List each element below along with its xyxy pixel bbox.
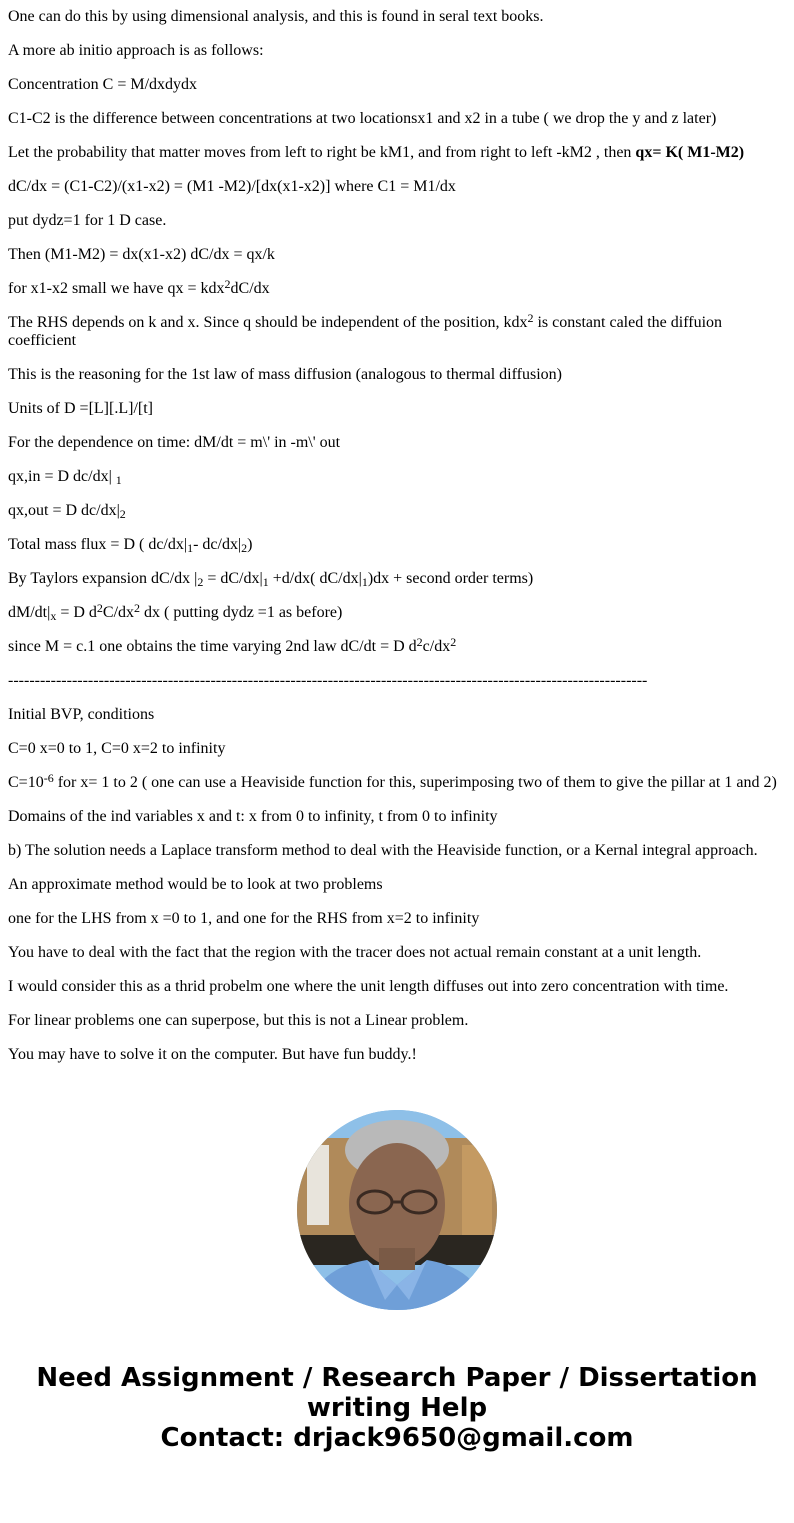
text: dC/dx — [230, 280, 270, 297]
text: for x= 1 to 2 ( one can use a Heaviside function for this, superimposing two of them to give the pillar at 1 and 2) — [53, 774, 777, 791]
author-avatar-container — [0, 1110, 794, 1315]
subscript: 1 — [361, 575, 368, 589]
text: c/dx — [422, 638, 451, 655]
paragraph: This is the reasoning for the 1st law of mass diffusion (analogous to thermal diffusion) — [8, 366, 562, 383]
paragraph — [8, 635, 786, 656]
paragraph: Then (M1-M2) = dx(x1-x2) dC/dx = qx/k — [8, 246, 275, 263]
text: dx ( putting dydz =1 as before) — [140, 604, 343, 621]
paragraph: put dydz=1 for 1 D case. — [8, 212, 167, 229]
text: )dx + second order terms) — [367, 570, 534, 587]
paragraph: A more ab initio approach is as follows: — [8, 42, 264, 59]
bold-equation: qx= K( M1-M2) — [635, 144, 745, 161]
paragraph: For linear problems one can superpose, but this is not a Linear problem. — [8, 1012, 469, 1029]
text: = D d — [56, 604, 97, 621]
paragraph — [8, 502, 786, 520]
paragraph — [8, 601, 786, 623]
text: The RHS depends on k and x. Since q should be independent of the position, kdx — [8, 314, 528, 331]
paragraph: Units of D =[L][.L]/[t] — [8, 400, 153, 417]
superscript: 2 — [96, 601, 103, 615]
paragraph — [8, 771, 786, 792]
paragraph: b) The solution needs a Laplace transform method to deal with the Heaviside function, or a Kernal integral approach. — [8, 842, 758, 859]
paragraph — [8, 144, 786, 162]
text: qx,in = D dc/dx| — [8, 468, 116, 485]
subscript: 2 — [119, 507, 126, 521]
text: for x1-x2 small we have qx = kdx — [8, 280, 225, 297]
subscript: 2 — [197, 575, 204, 589]
answer-body — [0, 8, 794, 1064]
paragraph: You have to deal with the fact that the region with the tracer does not actual remain constant at a unit length. — [8, 944, 702, 961]
paragraph: C=0 x=0 to 1, C=0 x=2 to infinity — [8, 740, 226, 757]
paragraph: dC/dx = (C1-C2)/(x1-x2) = (M1 -M2)/[dx(x1-x2)] where C1 = M1/dx — [8, 178, 456, 195]
paragraph — [8, 277, 786, 298]
text: - dc/dx| — [193, 536, 242, 553]
paragraph — [8, 311, 786, 350]
superscript: 2 — [416, 635, 423, 649]
text: since M = c.1 one obtains the time varying 2nd law dC/dt = D d — [8, 638, 417, 655]
promo-headline: Need Assignment / Research Paper / Dissertation writing Help — [36, 1363, 758, 1423]
subscript: 2 — [241, 541, 248, 555]
superscript: 2 — [527, 311, 534, 325]
superscript: 2 — [134, 601, 141, 615]
text: dM/dt| — [8, 604, 51, 621]
text: C=10 — [8, 774, 44, 791]
superscript: 2 — [224, 277, 231, 291]
paragraph — [8, 536, 786, 554]
text: C/dx — [102, 604, 135, 621]
subscript: 1 — [115, 473, 122, 487]
author-avatar — [297, 1110, 497, 1310]
paragraph: Initial BVP, conditions — [8, 706, 155, 723]
paragraph: You may have to solve it on the computer. But have fun buddy.! — [8, 1046, 417, 1063]
text: = dC/dx| — [203, 570, 263, 587]
paragraph: Concentration C = M/dxdydx — [8, 76, 198, 93]
text: Let the probability that matter moves from left to right be kM1, and from right to left -kM2 , then — [8, 144, 636, 161]
separator: ------------------------------------------------------------------------------------------------------------------------ — [8, 672, 648, 689]
subscript: 1 — [187, 541, 194, 555]
text: ) — [247, 536, 253, 553]
promo-banner — [0, 1363, 794, 1453]
paragraph — [8, 468, 786, 486]
paragraph: An approximate method would be to look at two problems — [8, 876, 383, 893]
paragraph: Domains of the ind variables x and t: x from 0 to infinity, t from 0 to infinity — [8, 808, 498, 825]
paragraph: I would consider this as a thrid probelm one where the unit length diffuses out into zero concentration with time. — [8, 978, 729, 995]
text: By Taylors expansion dC/dx | — [8, 570, 198, 587]
superscript: 2 — [450, 635, 457, 649]
text: is constant caled the diffuion coefficient — [8, 314, 723, 349]
superscript: -6 — [43, 771, 54, 785]
person-photo-icon — [297, 1110, 497, 1310]
subscript: x — [50, 609, 57, 623]
text: +d/dx( dC/dx| — [268, 570, 362, 587]
paragraph: one for the LHS from x =0 to 1, and one for the RHS from x=2 to infinity — [8, 910, 480, 927]
text: qx,out = D dc/dx| — [8, 502, 120, 519]
promo-contact: Contact: drjack9650@gmail.com — [160, 1423, 634, 1453]
paragraph: One can do this by using dimensional analysis, and this is found in seral text books. — [8, 8, 544, 25]
subscript: 1 — [262, 575, 269, 589]
paragraph: For the dependence on time: dM/dt = m\' in -m\' out — [8, 434, 341, 451]
paragraph: C1-C2 is the difference between concentrations at two locationsx1 and x2 in a tube ( we drop the y and z later) — [8, 110, 717, 127]
text: Total mass flux = D ( dc/dx| — [8, 536, 188, 553]
paragraph — [8, 570, 786, 588]
